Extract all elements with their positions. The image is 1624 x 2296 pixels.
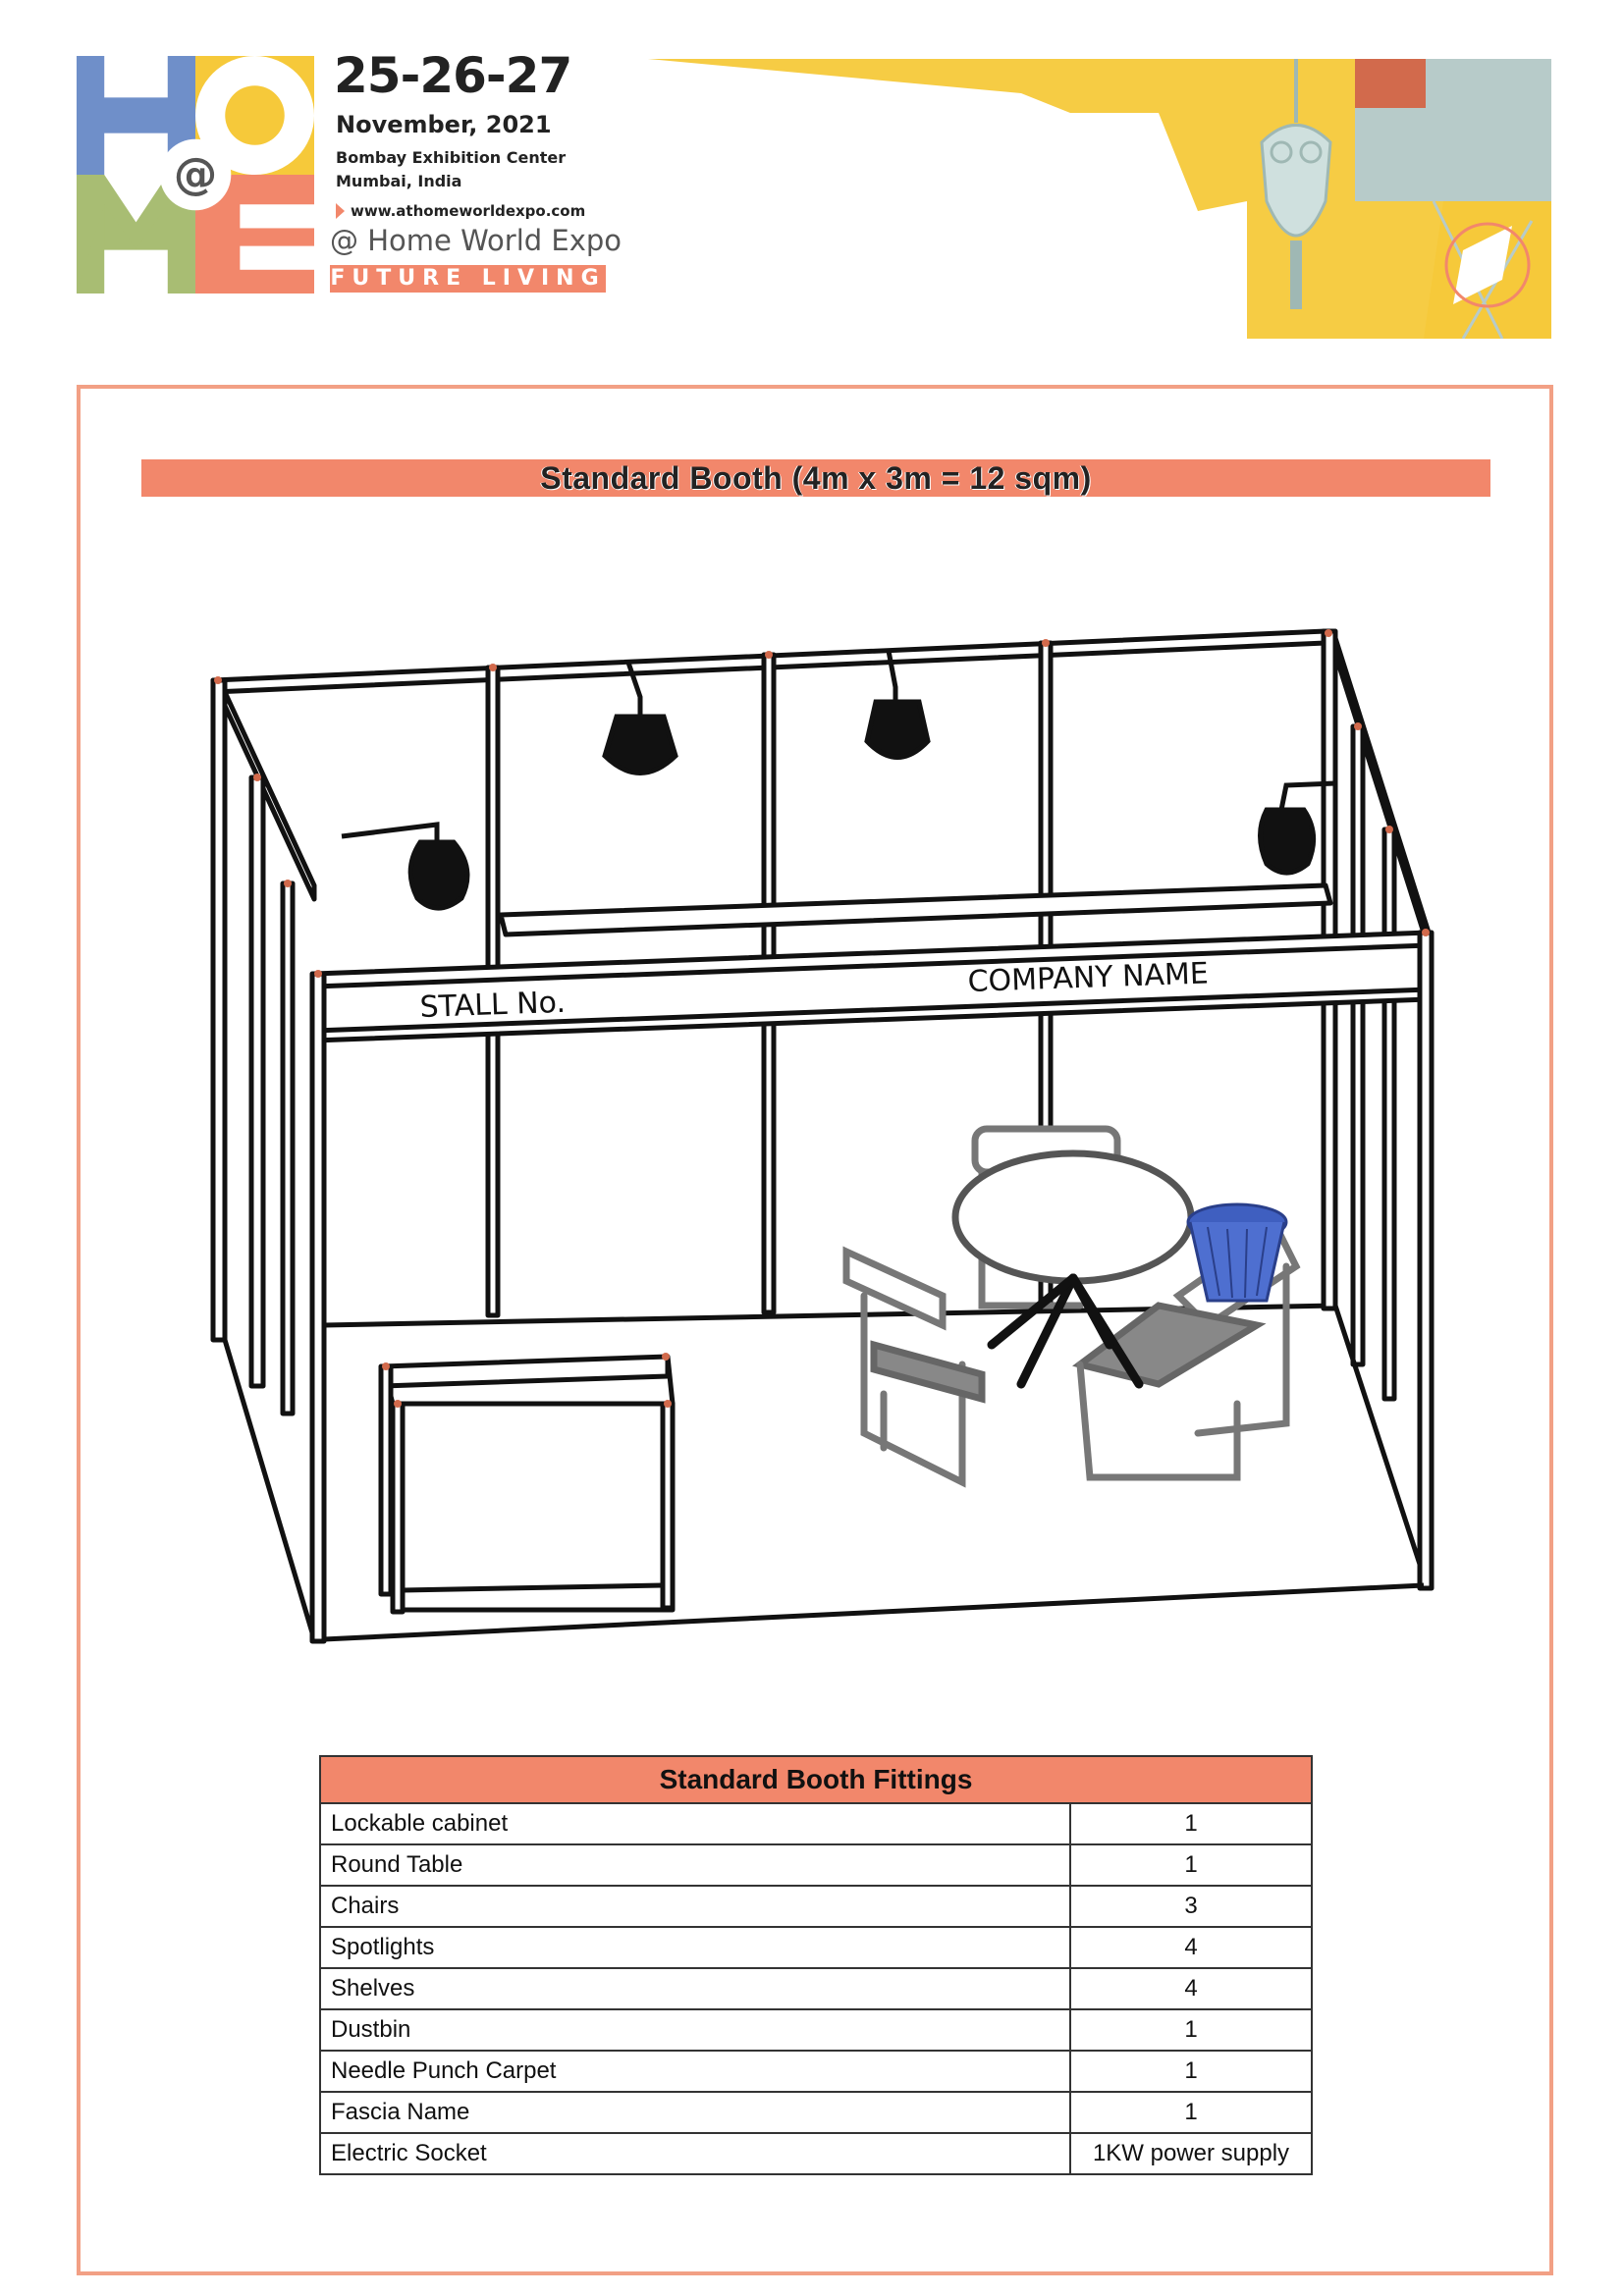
arrow-icon [336,203,345,219]
header-decoration [648,54,1556,339]
fittings-table [319,1755,1313,2175]
table-row [320,2133,1312,2174]
company-name-label: COMPANY NAME [967,956,1210,999]
table-row [320,2009,1312,2051]
event-month: November, 2021 [336,111,552,138]
venue-city: Mumbai, India [336,172,462,190]
table-row [320,1844,1312,1886]
item-qty: 1 [1070,1803,1312,1844]
item-qty: 4 [1070,1927,1312,1968]
item-qty: 1 [1070,2092,1312,2133]
fittings-heading: Standard Booth Fittings [320,1756,1312,1803]
website-text: www.athomeworldexpo.com [351,202,586,220]
item-qty: 3 [1070,1886,1312,1927]
item-name: Electric Socket [320,2133,1070,2174]
table-row [320,1886,1312,1927]
item-qty: 1 [1070,2009,1312,2051]
item-qty: 1 [1070,2051,1312,2092]
table-row [320,2092,1312,2133]
item-name: Shelves [320,1968,1070,2009]
venue-name: Bombay Exhibition Center [336,148,567,167]
item-name: Dustbin [320,2009,1070,2051]
item-qty: 1 [1070,1844,1312,1886]
item-name: Fascia Name [320,2092,1070,2133]
item-name: Round Table [320,1844,1070,1886]
booth-illustration [196,618,1443,1659]
item-qty: 4 [1070,1968,1312,2009]
at-sign: @ [173,149,218,200]
event-dates: 25-26-27 [334,47,572,104]
item-name: Needle Punch Carpet [320,2051,1070,2092]
page-title-bar [141,459,1490,497]
table-row [320,1803,1312,1844]
table-row [320,1968,1312,2009]
table-row [320,2051,1312,2092]
item-name: Chairs [320,1886,1070,1927]
item-name: Lockable cabinet [320,1803,1070,1844]
website-link[interactable] [336,202,585,220]
expo-name: @ Home World Expo [330,224,623,257]
home-logo [77,56,314,294]
item-name: Spotlights [320,1927,1070,1968]
tagline-banner: FUTURE LIVING [330,266,606,291]
page-title: Standard Booth (4m x 3m = 12 sqm) [540,460,1092,496]
table-row [320,1927,1312,1968]
item-qty: 1KW power supply [1070,2133,1312,2174]
stall-number-label: STALL No. [419,985,567,1025]
